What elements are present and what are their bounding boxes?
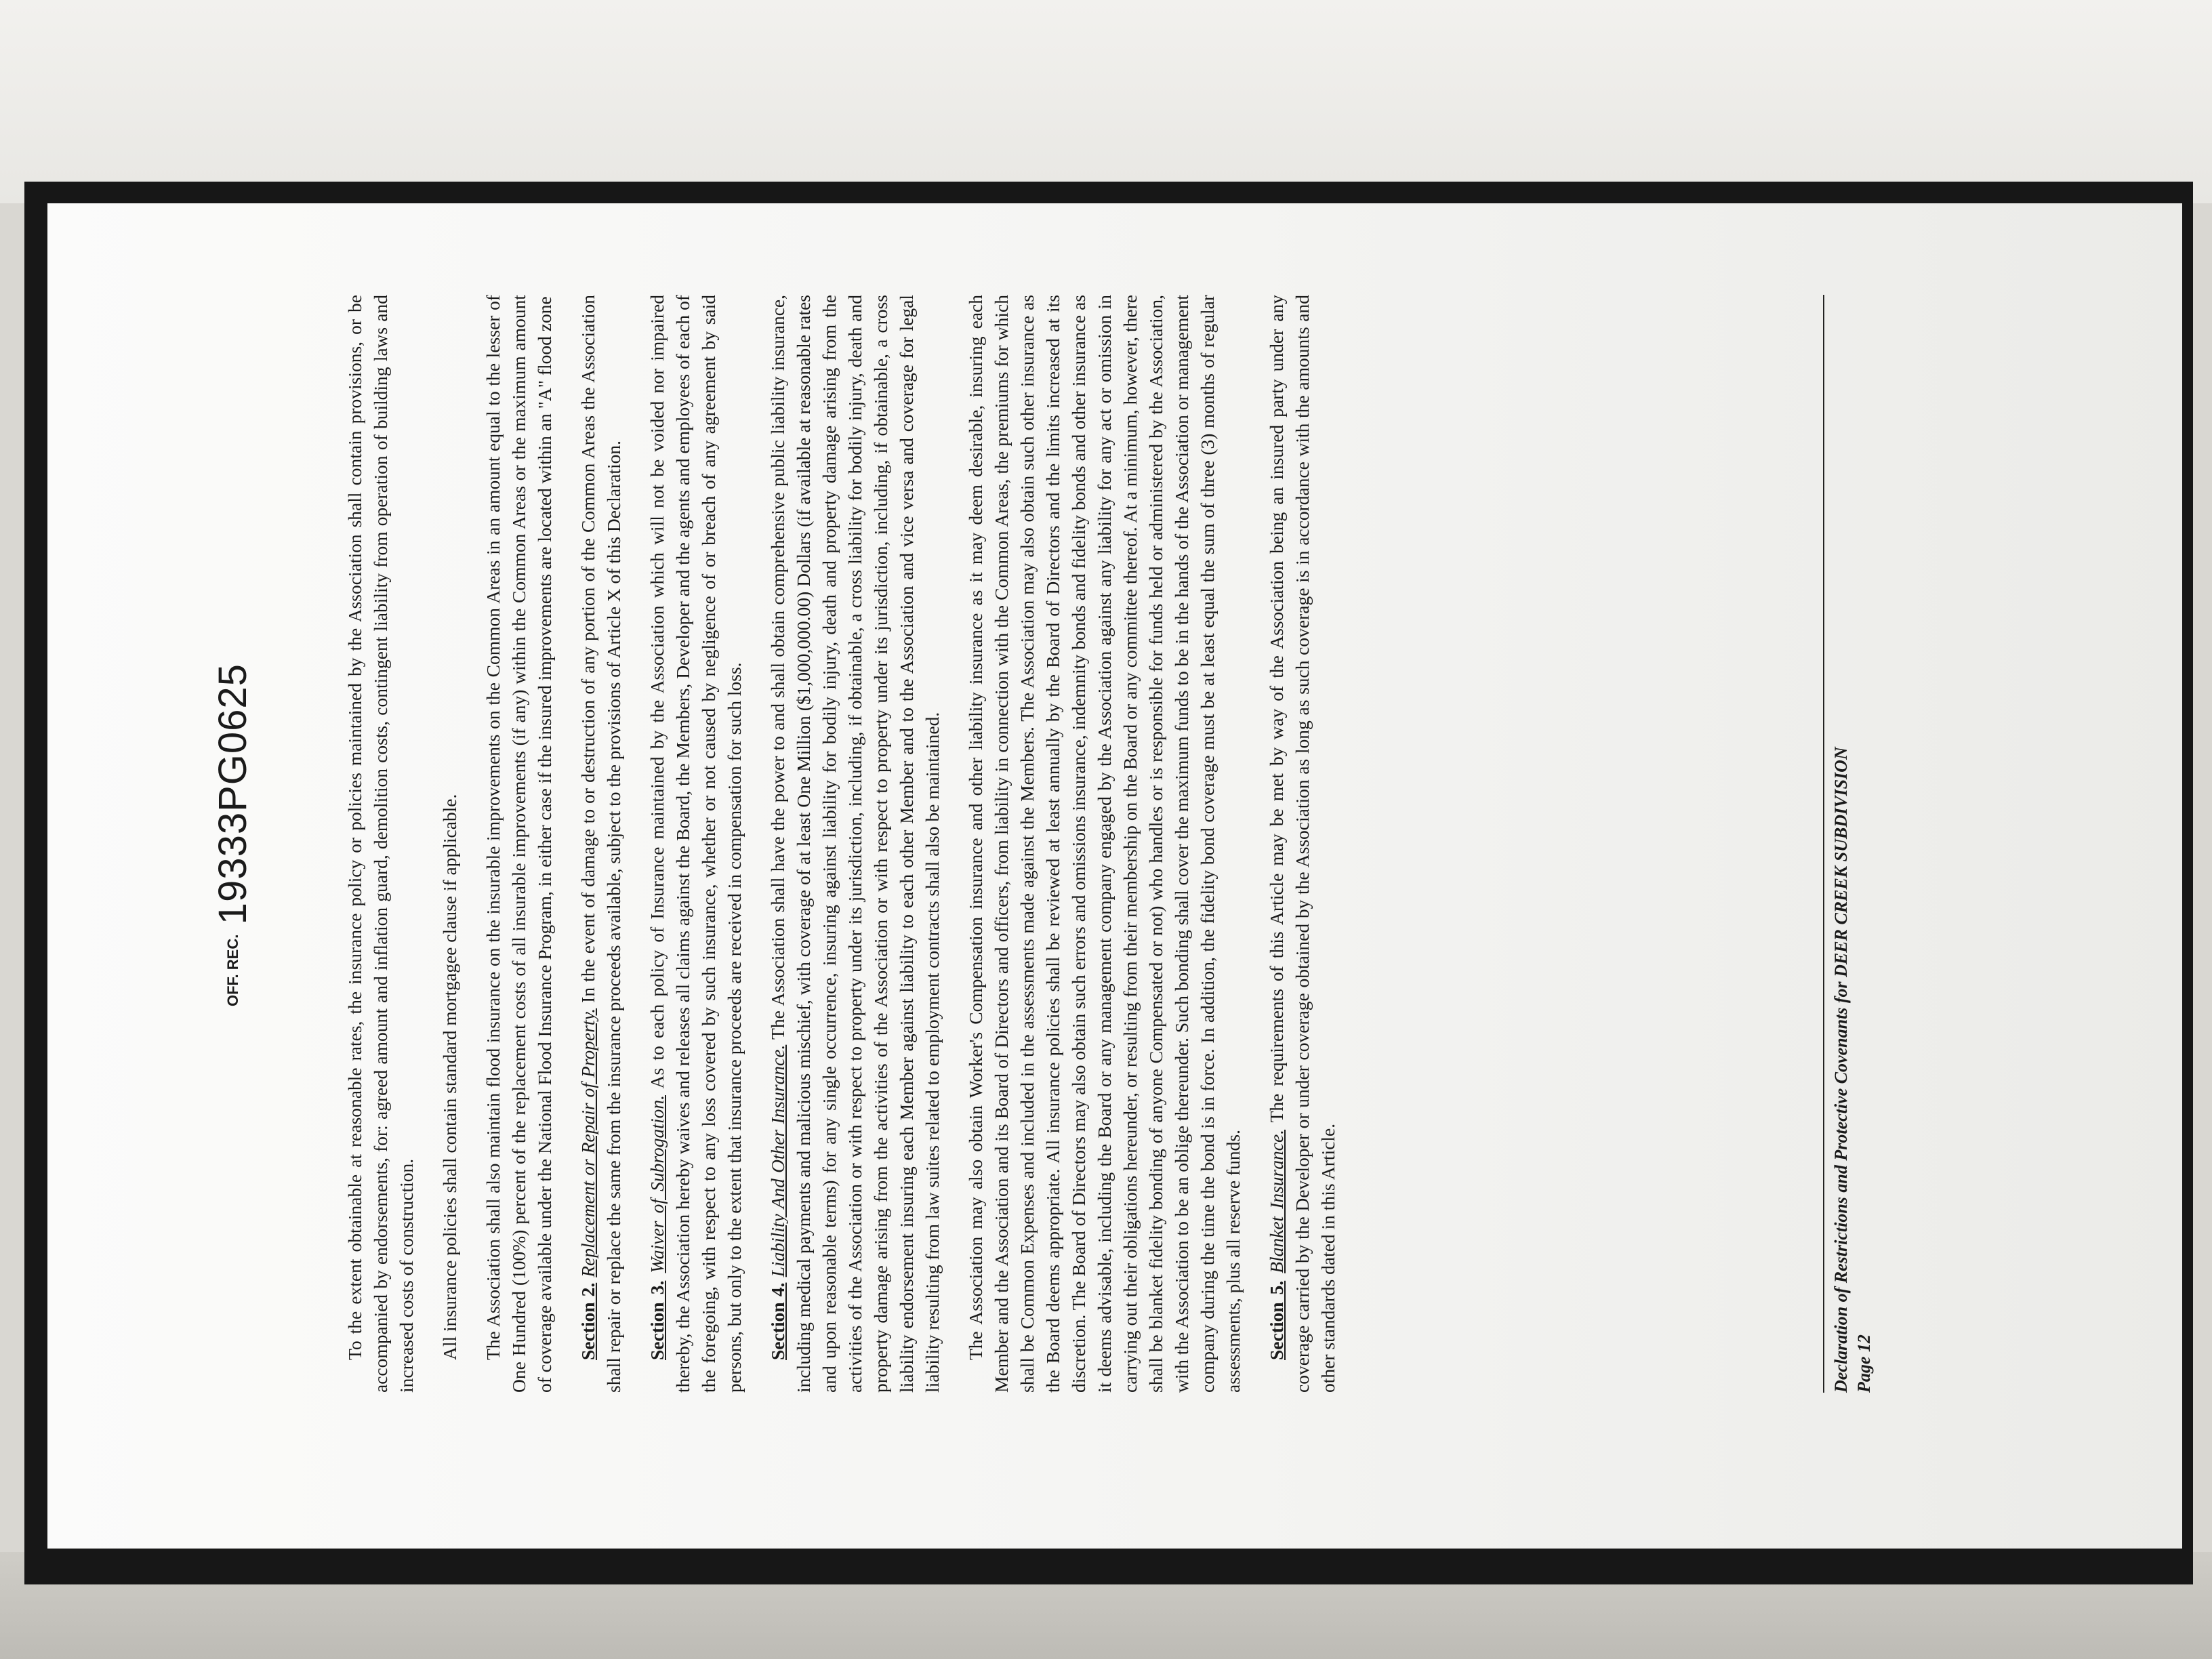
section-5 <box>1264 295 1341 1393</box>
section-2 <box>575 295 627 1393</box>
section-4 <box>765 295 945 1393</box>
section-5-text: The requirements of this Article may be met by way of the Association being an insured party under any coverage carried by the Developer or under coverage obtained by the Association as long as such coverage is in accordance with the amounts and other standards dated in this Article. <box>1266 294 1338 1393</box>
section-3-title: Waiver of Subrogation. <box>647 1095 668 1273</box>
page-footer <box>1823 295 1876 1393</box>
section-5-title: Blanket Insurance. <box>1266 1129 1287 1273</box>
section-3-heading: Section 3. <box>647 1280 668 1360</box>
section-2-title: Replacement or Repair of Property. <box>577 1008 598 1277</box>
footer-title: Declaration of Restrictions and Protective Covenants for DEER CREEK SUBDIVISION <box>1831 747 1851 1393</box>
section-2-heading: Section 2. <box>577 1282 598 1360</box>
record-stamp <box>210 663 255 1006</box>
paragraph-extent: To the extent obtainable at reasonable rates, the insurance policy or policies maintained by the Association shall contain provisions, or be accompanied by endorsements, for: agreed amount and inflation guard, demolition costs, contingent liability from operation of building laws and increased costs of construction. <box>344 295 417 1393</box>
document-page <box>156 220 2040 1474</box>
section-5-heading: Section 5. <box>1266 1280 1287 1360</box>
footer-page-number: Page 12 <box>1854 1334 1874 1393</box>
paragraph-workers-compensation: The Association may also obtain Worker's Compensation insurance and other liability insurance as it may deem desirable, insuring each Member and the Association and its Board of Directors and officers, from liability in connection with the Common Areas, the premiums for which shall be Common Expenses and included in the assessments made against the Members. The Association may also obtain such other insurance as the Board deems appropriate. All insurance policies shall be reviewed at least annually by the Board of Directors and the limits increased at its discretion. The Board of Directors may also obtain such errors and omissions insurance, indemnity bonds and fidelity bonds and other insurance as it deems advisable, including the Board or any management company engaged by the Association against any liability for any act or omission in carrying out their obligations hereunder, or resulting from their membership on the Board or any committee thereof. At a minimum, however, there shall be blanket fidelity bonding of anyone Compensated or not) who handles or is responsible for funds held or administered by the Association, with the Association to be an oblige thereunder. Such bonding shall cover the maximum funds to be in the hands of the Association or management company during the time the bond is in force. In addition, the fidelity bond coverage must be at least equal the sum of three (3) months of regular assessments, plus all reserve funds. <box>965 295 1244 1393</box>
section-3-text: As to each policy of Insurance maintained by the Association which will not be voided nor impaired thereby, the Association hereby waives and releases all claims against the Board, the Members, Developer and the agents and employees of each of the foregoing, with respect to any loss covered by such insurance, whether or not caused by negligence of or breach of any agreement by said persons, but only to the extent that insurance proceeds are received in compensation for such loss. <box>647 294 745 1393</box>
section-4-heading: Section 4. <box>767 1282 788 1360</box>
background-top <box>0 0 2212 203</box>
document-body <box>342 295 1359 1393</box>
record-stamp-number: 19333PG0625 <box>211 663 255 925</box>
section-2-text: In the event of damage to or destruction of any portion of the Common Areas the Association shall repair or replace the same from the insurance proceeds available, subject to the provisions of Article X of this Declaration. <box>577 295 624 1393</box>
paragraph-mortgagee: All insurance policies shall contain standard mortgagee clause if applicable. <box>439 794 460 1360</box>
record-stamp-label: OFF. REC. <box>224 934 241 1006</box>
section-4-text: The Association shall have the power to and shall obtain comprehensive public liability insurance, including medical payments and malicious mischief, with coverage of at least One Million ($1,000,000.00) Dollars (if available at reasonable rates and upon reasonable terms) for any single occurrence, insuring against liability for bodily injury, death and property damage arising from the activities of the Association or with respect to property under its jurisdiction, including, if obtainable, a cross liability for bodily injury, death and property damage arising from the activities of the Association or with respect to property under its jurisdiction, including, if obtainable, a cross liability endorsement insuring each Member against liability to each other Member and to the Association and vice versa and coverage for legal liability resulting from law suites related to employment contracts shall also be maintained. <box>767 295 943 1393</box>
section-3 <box>644 295 747 1393</box>
paragraph-flood: The Association shall also maintain flood insurance on the insurable improvements on the Common Areas in an amount equal to the lesser of One Hundred (100%) percent of the replacement costs of all insurable improvements (if any) within the Common Areas or the maximum amount of coverage available under the National Flood Insurance Program, in either case if the insured improvements are located within an "A" flood zone <box>483 295 555 1393</box>
section-4-title: Liability And Other Insurance. <box>767 1044 788 1277</box>
footer-rule <box>1823 295 1824 1393</box>
